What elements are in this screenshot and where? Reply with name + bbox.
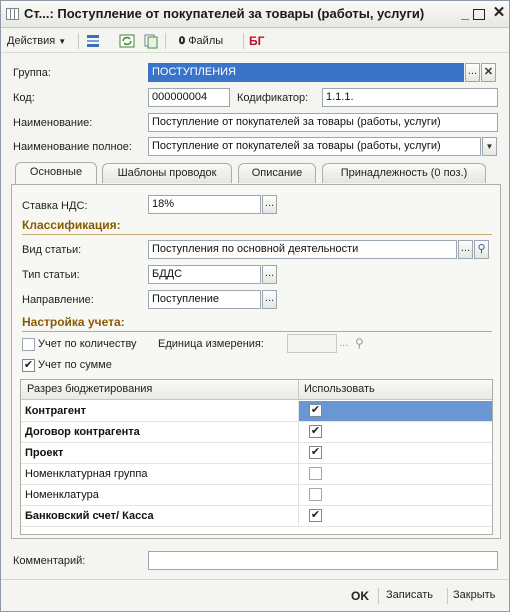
row-use-cell[interactable]	[299, 485, 492, 505]
tab-main[interactable]: Основные	[15, 162, 97, 184]
by-quantity-label: Учет по количеству	[38, 338, 137, 350]
structure-icon[interactable]	[85, 33, 101, 49]
ok-button[interactable]: OK	[351, 589, 369, 603]
section-divider	[22, 234, 492, 235]
name-field[interactable]: Поступление от покупателей за товары (работы, услуги)	[148, 113, 498, 132]
type-label: Тип статьи:	[22, 269, 80, 281]
type-select-button[interactable]: ...	[262, 265, 277, 284]
row-use-cell[interactable]	[299, 401, 492, 421]
table-row[interactable]	[21, 506, 492, 527]
row-use-cell[interactable]	[299, 422, 492, 442]
use-checkbox[interactable]: ✔	[310, 425, 321, 437]
structure-of-subordination-icon[interactable]: БГ	[249, 34, 265, 48]
fullname-dropdown-icon[interactable]: ▼	[482, 137, 497, 156]
row-dimension-name: Контрагент	[25, 405, 87, 417]
direction-field[interactable]: Поступление	[148, 290, 261, 309]
group-select-button[interactable]: ...	[465, 63, 480, 82]
codifier-label: Кодификатор:	[237, 92, 309, 104]
actions-menu[interactable]	[7, 33, 66, 49]
by-quantity-checkbox[interactable]	[22, 338, 35, 351]
paperclip-icon: 𝟎	[179, 35, 186, 47]
copy-document-icon[interactable]	[143, 33, 159, 49]
accounting-section-title: Настройка учета:	[22, 315, 125, 329]
table-row[interactable]	[21, 464, 492, 485]
toolbar-separator	[165, 33, 166, 49]
chevron-down-icon: ▼	[58, 37, 67, 46]
toolbar-separator	[243, 33, 244, 49]
group-clear-icon[interactable]: ✕	[481, 63, 496, 82]
use-checkbox[interactable]	[309, 488, 322, 501]
unit-field[interactable]	[287, 334, 337, 353]
files-button[interactable]	[179, 33, 223, 49]
unit-search-icon[interactable]: ⚲	[355, 336, 364, 350]
name-label: Наименование:	[13, 117, 93, 129]
direction-label: Направление:	[22, 294, 94, 306]
group-field[interactable]: ПОСТУПЛЕНИЯ	[148, 63, 464, 82]
tab-posting-templates[interactable]: Шаблоны проводок	[102, 163, 232, 183]
save-button[interactable]: Записать	[386, 589, 434, 601]
row-dimension-name: Номенклатурная группа	[25, 468, 148, 480]
vat-select-button[interactable]: ...	[262, 195, 277, 214]
column-header-dimension[interactable]: Разрез бюджетирования	[27, 383, 153, 395]
comment-label: Комментарий:	[13, 555, 86, 567]
code-field[interactable]: 000000004	[148, 88, 230, 107]
window-title: Ст...: Поступление от покупателей за товары (работы, услуги)	[24, 6, 425, 21]
vat-field[interactable]: 18%	[148, 195, 261, 214]
toolbar-separator	[78, 33, 79, 49]
minimize-button[interactable]: _	[461, 5, 469, 21]
kind-select-button[interactable]: ...	[458, 240, 473, 259]
refresh-icon[interactable]	[119, 33, 135, 49]
table-header	[21, 380, 492, 400]
row-dimension-name: Банковский счет/ Касса	[25, 510, 154, 522]
tab-strip	[11, 163, 501, 185]
button-separator	[378, 588, 379, 604]
title-bar	[1, 1, 509, 28]
use-checkbox[interactable]: ✔	[310, 509, 321, 521]
table-row[interactable]	[21, 401, 492, 422]
vat-label: Ставка НДС:	[22, 200, 88, 212]
column-divider	[298, 380, 299, 400]
tab-panel-main	[11, 184, 501, 539]
row-use-cell[interactable]	[299, 464, 492, 484]
kind-label: Вид статьи:	[22, 244, 82, 256]
code-label: Код:	[13, 92, 35, 104]
use-checkbox[interactable]: ✔	[310, 404, 321, 416]
bottom-button-bar	[1, 579, 509, 611]
direction-select-button[interactable]: ...	[262, 290, 277, 309]
budget-dimensions-table[interactable]	[20, 379, 493, 535]
by-amount-label: Учет по сумме	[38, 359, 112, 371]
row-dimension-name: Номенклатура	[25, 489, 99, 501]
fullname-field[interactable]: Поступление от покупателей за товары (работы, услуги)	[148, 137, 481, 156]
maximize-button[interactable]	[473, 9, 485, 20]
row-use-cell[interactable]	[299, 506, 492, 526]
classification-section-title: Классификация:	[22, 218, 121, 232]
files-button-label: Файлы	[188, 35, 224, 47]
use-checkbox[interactable]: ✔	[310, 446, 321, 458]
close-button[interactable]: Закрыть	[453, 589, 496, 601]
table-row[interactable]	[21, 485, 492, 506]
group-label: Группа:	[13, 67, 51, 79]
row-dimension-name: Проект	[25, 447, 64, 459]
type-field[interactable]: БДДС	[148, 265, 261, 284]
section-divider	[22, 331, 492, 332]
table-row[interactable]	[21, 443, 492, 464]
use-checkbox[interactable]	[309, 467, 322, 480]
unit-select-button[interactable]: ...	[339, 337, 349, 349]
table-row[interactable]	[21, 422, 492, 443]
close-window-button[interactable]: ✕	[492, 4, 506, 21]
kind-field[interactable]: Поступления по основной деятельности	[148, 240, 457, 259]
kind-search-icon[interactable]: ⚲	[474, 240, 489, 259]
by-amount-checkbox[interactable]: ✔	[23, 359, 34, 371]
unit-label: Единица измерения:	[158, 338, 264, 350]
tab-description[interactable]: Описание	[238, 163, 316, 183]
tab-membership[interactable]: Принадлежность (0 поз.)	[322, 163, 486, 183]
fullname-label: Наименование полное:	[13, 141, 132, 153]
button-separator	[447, 588, 448, 604]
comment-field[interactable]	[148, 551, 498, 570]
row-use-cell[interactable]	[299, 443, 492, 463]
row-dimension-name: Договор контрагента	[25, 426, 140, 438]
column-header-use[interactable]: Использовать	[304, 383, 375, 395]
form-icon	[6, 8, 19, 20]
toolbar	[1, 29, 509, 53]
codifier-field[interactable]: 1.1.1.	[322, 88, 498, 107]
actions-menu-label: Действия	[7, 35, 56, 47]
